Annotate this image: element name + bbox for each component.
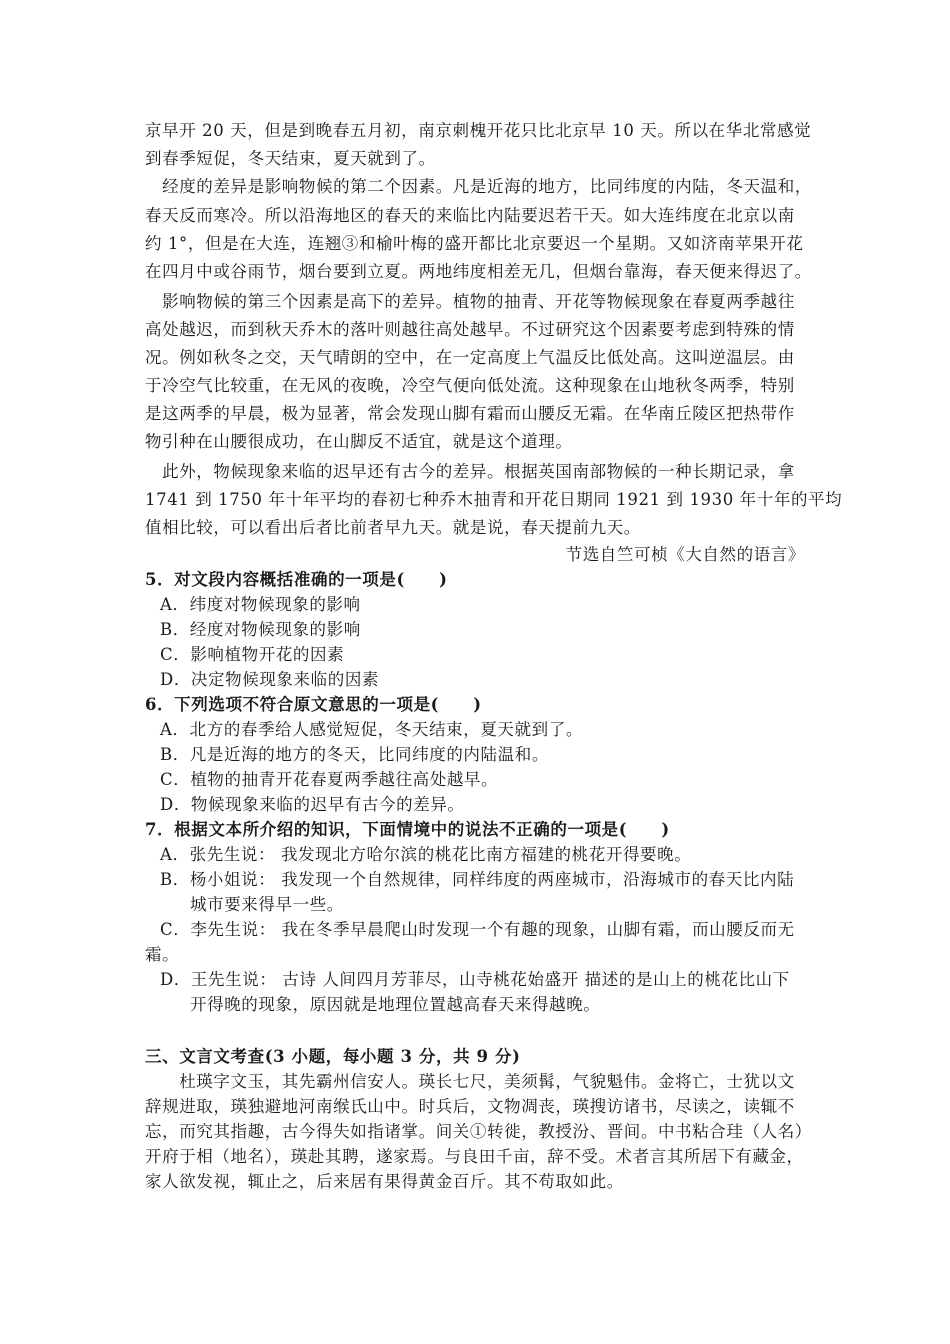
passage-line: 经度的差异是影响物候的第二个因素。凡是近海的地方，比同纬度的内陆，冬天温和， — [145, 177, 812, 196]
question-option: C．影响植物开花的因素 — [160, 645, 345, 664]
question-option-continued: 城市要来得早一些。 — [190, 895, 344, 914]
question-option: B．凡是近海的地方的冬天，比同纬度的内陆温和。 — [160, 745, 549, 764]
question-option: A．张先生说： 我发现北方哈尔滨的桃花比南方福建的桃花开得要晚。 — [160, 845, 692, 864]
question-option: D．决定物候现象来临的因素 — [160, 670, 380, 689]
section-title: 三、文言文考查(3 小题，每小题 3 分，共 9 分) — [145, 1047, 521, 1066]
question-stem: 7．根据文本所介绍的知识，下面情境中的说法不正确的一项是( ) — [145, 820, 670, 839]
passage-line: 影响物候的第三个因素是高下的差异。植物的抽青、开花等物候现象在春夏两季越往 — [145, 292, 795, 311]
question-option-continued: 开得晚的现象，原因就是地理位置越高春天来得越晚。 — [190, 995, 601, 1014]
passage-line: 高处越迟，而到秋天乔木的落叶则越往高处越早。不过研究这个因素要考虑到特殊的情 — [145, 320, 795, 339]
passage-line: 到春季短促，冬天结束，夏天就到了。 — [145, 149, 436, 168]
question-option: D．物候现象来临的迟早有古今的差异。 — [160, 795, 465, 814]
question-option: B．经度对物候现象的影响 — [160, 620, 361, 639]
passage-line: 于冷空气比较重，在无风的夜晚，冷空气便向低处流。这种现象在山地秋冬两季，特别 — [145, 376, 795, 395]
passage-line: 况。例如秋冬之交，天气晴朗的空中，在一定高度上气温反比低处高。这叫逆温层。由 — [145, 348, 795, 367]
question-option: D．王先生说： 古诗 人间四月芳菲尽，山寺桃花始盛开 描述的是山上的桃花比山下 — [160, 970, 790, 989]
passage-line: 约 1°，但是在大连，连翘③和榆叶梅的盛开都比北京要迟一个星期。又如济南苹果开花 — [145, 234, 804, 253]
passage-line: 值相比较，可以看出后者比前者早九天。就是说，春天提前九天。 — [145, 518, 641, 537]
question-option: A．北方的春季给人感觉短促，冬天结束，夏天就到了。 — [160, 720, 583, 739]
question-option: A．纬度对物候现象的影响 — [160, 595, 361, 614]
classical-text-line: 忘，而究其指趣，古今得失如指诸掌。间关①转徙，教授汾、晋间。中书粘合珪（人名） — [145, 1122, 812, 1141]
passage-line: 物引种在山腰很成功，在山脚反不适宜，就是这个道理。 — [145, 432, 573, 451]
passage-source: 节选自竺可桢《大自然的语言》 — [565, 545, 805, 564]
question-stem: 5．对文段内容概括准确的一项是( ) — [145, 570, 448, 589]
passage-line: 是这两季的早晨，极为显著，常会发现山脚有霜而山腰反无霜。在华南丘陵区把热带作 — [145, 404, 795, 423]
question-option-continued: 霜。 — [145, 945, 180, 964]
passage-line: 春天反而寒冷。所以沿海地区的春天的来临比内陆要迟若干天。如大连纬度在北京以南 — [145, 206, 795, 225]
passage-line: 1741 到 1750 年十年平均的春初七种乔木抽青和开花日期同 1921 到 1930 年十年的平均 — [145, 490, 843, 509]
question-option: C．植物的抽青开花春夏两季越往高处越早。 — [160, 770, 499, 789]
question-option: B．杨小姐说： 我发现一个自然规律，同样纬度的两座城市，沿海城市的春天比内陆 — [160, 870, 795, 889]
passage-line: 此外，物候现象来临的迟早还有古今的差异。根据英国南部物候的一种长期记录，拿 — [145, 462, 795, 481]
passage-line: 在四月中或谷雨节，烟台要到立夏。两地纬度相差无几，但烟台靠海，春天便来得迟了。 — [145, 262, 812, 281]
passage-line: 京早开 20 天，但是到晚春五月初，南京刺槐开花只比北京早 10 天。所以在华北常感觉 — [145, 121, 812, 140]
classical-text-line: 家人欲发视，辄止之，后来居有果得黄金百斤。其不苟取如此。 — [145, 1172, 624, 1191]
question-stem: 6．下列选项不符合原文意思的一项是( ) — [145, 695, 482, 714]
classical-text-line: 杜瑛字文玉，其先霸州信安人。瑛长七尺，美须髯，气貌魁伟。金将亡，士犹以文 — [145, 1072, 795, 1091]
classical-text-line: 辞规进取，瑛独避地河南缑氏山中。时兵后，文物凋丧，瑛搜访诸书，尽读之，读辄不 — [145, 1097, 795, 1116]
question-option: C．李先生说： 我在冬季早晨爬山时发现一个有趣的现象，山脚有霜，而山腰反而无 — [160, 920, 795, 939]
classical-text-line: 开府于相（地名），瑛赴其聘，遂家焉。与良田千亩，辞不受。术者言其所居下有藏金， — [145, 1147, 804, 1166]
